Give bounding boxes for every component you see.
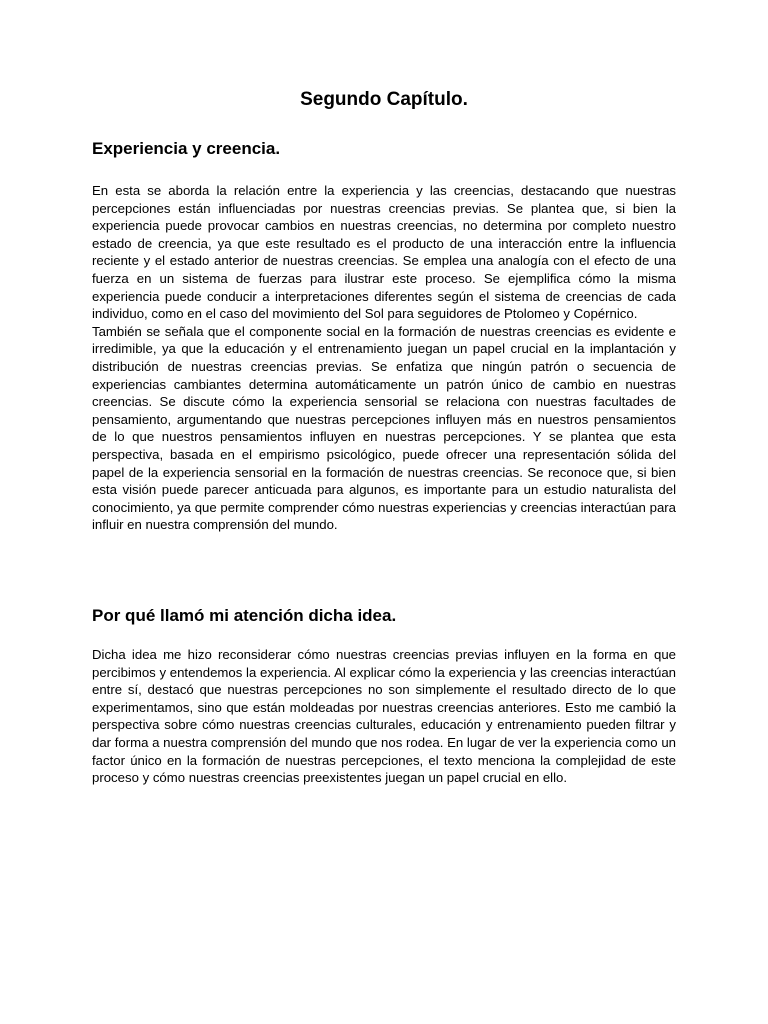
section-body-atencion [92,646,676,787]
paragraph: En esta se aborda la relación entre la experiencia y las creencias, destacando que nuestras percepciones están influenciadas por nuestras creencias previas. Se plantea que, si bien la experiencia puede provocar cambios en nuestras creencias, no determina por completo nuestro estado de creencia, ya que este resultado es el producto de una interacción entre la influencia reciente y el estado anterior de nuestras creencias. Se emplea una analogía con el efecto de una fuerza en un sistema de fuerzas para ilustrar este proceso. Se ejemplifica cómo la misma experiencia puede conducir a interpretaciones diferentes según el sistema de creencias de cada individuo, como en el caso del movimiento del Sol para seguidores de Ptolomeo y Copérnico. [92,183,676,322]
chapter-title: Segundo Capítulo. [300,89,468,110]
section-heading-experiencia: Experiencia y creencia. [92,139,281,158]
section-body-experiencia [92,182,676,534]
paragraph: También se señala que el componente social en la formación de nuestras creencias es evidente e irredimible, ya que la educación y el entrenamiento juegan un papel crucial en la implantación y distribución de nuestras creencias previas. Se enfatiza que ningún patrón o secuencia de experiencias cambiantes determina automáticamente un patrón único de cambio en nuestras creencias. Se discute cómo la experiencia sensorial se relaciona con nuestras facultades de pensamiento, argumentando que nuestras percepciones influyen más en nuestros pensamientos de lo que nuestros pensamientos influyen en nuestras percepciones. Y se plantea que esta perspectiva, basada en el empirismo psicológico, puede ofrecer una representación sólida del papel de la experiencia sensorial en la formación de nuestras creencias. Se reconoce que, si bien esta visión puede parecer anticuada para algunos, es importante para un estudio naturalista del conocimiento, ya que permite comprender cómo nuestras experiencias y creencias interactúan para influir en nuestra comprensión del mundo. [92,323,676,533]
paragraph: Dicha idea me hizo reconsiderar cómo nuestras creencias previas influyen en la forma en que percibimos y entendemos la experiencia. Al explicar cómo la experiencia y las creencias interactúan entre sí, destacó que nuestras percepciones no son simplemente el resultado directo de lo que experimentamos, sino que están moldeadas por nuestras creencias anteriores. Esto me cambió la perspectiva sobre cómo nuestras creencias culturales, educación y entrenamiento pueden filtrar y dar forma a nuestra comprensión del mundo que nos rodea. En lugar de ver la experiencia como un factor único en la formación de nuestras percepciones, el texto menciona la complejidad de este proceso y cómo nuestras creencias preexistentes juegan un papel crucial en ello. [92,647,676,786]
section-heading-atencion: Por qué llamó mi atención dicha idea. [92,606,397,625]
